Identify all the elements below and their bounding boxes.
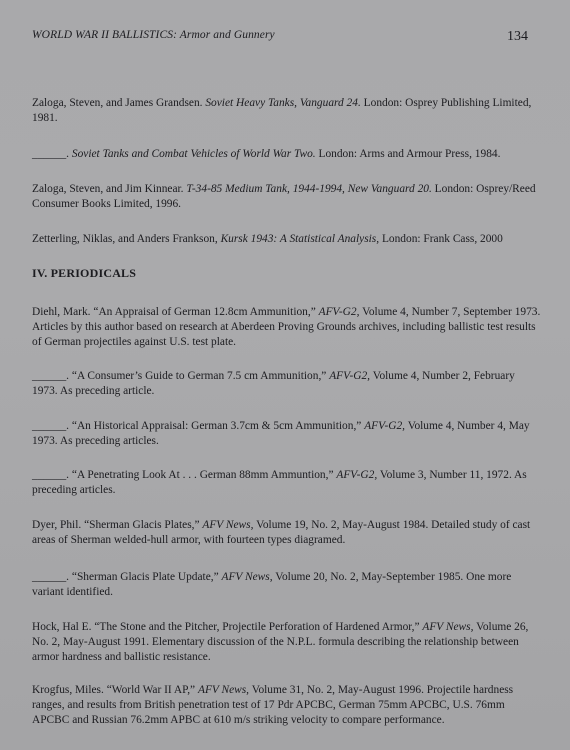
entry-author: ______.	[32, 370, 70, 382]
entry-journal: AFV-G2,	[318, 306, 360, 318]
entry-author: ______.	[32, 420, 70, 432]
entry-details: Volume 4, Number 2, February 1973. As preceding article.	[32, 370, 515, 397]
bibliography-entry	[32, 232, 542, 247]
entry-article: “An Appraisal of German 12.8cm Ammunition,”	[93, 306, 316, 318]
entry-title: Soviet Heavy Tanks, Vanguard 24.	[205, 97, 361, 109]
entry-details: Volume 3, Number 11, 1972. As preceding articles.	[32, 469, 527, 496]
periodical-entry	[32, 570, 542, 600]
entry-article: “A Consumer’s Guide to German 7.5 cm Ammunition,”	[71, 370, 327, 382]
entry-author: Zaloga, Steven, and James Grandsen.	[32, 97, 203, 109]
entry-article: “World War II AP,”	[106, 684, 196, 696]
periodical-entry	[32, 305, 542, 350]
entry-author: Zetterling, Niklas, and Anders Frankson,	[32, 233, 218, 245]
periodical-entry	[32, 620, 542, 665]
entry-details: Volume 4, Number 4, May 1973. As preceding articles.	[32, 420, 530, 447]
entry-title: T-34-85 Medium Tank, 1944-1994, New Vanguard 20.	[186, 183, 432, 195]
entry-author: Dyer, Phil.	[32, 519, 82, 531]
periodical-entry	[32, 518, 542, 548]
periodical-entry	[32, 683, 542, 728]
entry-publication: London: Frank Cass, 2000	[381, 233, 503, 245]
bibliography-entry	[32, 182, 542, 212]
periodical-entry	[32, 369, 542, 399]
entry-author: Zaloga, Steven, and Jim Kinnear.	[32, 183, 184, 195]
running-title: WORLD WAR II BALLISTICS: Armor and Gunnery	[32, 29, 275, 41]
entry-journal: AFV-G2,	[329, 370, 371, 382]
entry-publication: London: Osprey/Reed Consumer Books Limited, 1996.	[32, 183, 536, 210]
entry-author: ______.	[32, 469, 70, 481]
entry-publication: London: Arms and Armour Press, 1984.	[318, 148, 501, 160]
entry-article: “Sherman Glacis Plates,”	[84, 519, 200, 531]
section-heading: IV. PERIODICALS	[32, 266, 137, 280]
entry-author: ______.	[32, 148, 70, 160]
entry-journal: AFV-G2,	[336, 469, 378, 481]
entry-title: Soviet Tanks and Combat Vehicles of World War Two.	[71, 148, 316, 160]
entry-article: “An Historical Appraisal: German 3.7cm & 5cm Ammunition,”	[71, 420, 362, 432]
page-number: 134	[507, 29, 528, 44]
entry-journal: AFV-G2,	[364, 420, 406, 432]
entry-author: Krogfus, Miles.	[32, 684, 104, 696]
entry-details: Volume 26, No. 2, May-August 1991. Elementary discussion of the N.P.L. formula describing the relationship between armor hardness and ballistic resistance.	[32, 621, 529, 663]
entry-journal: AFV News,	[202, 519, 254, 531]
entry-details: Volume 4, Number 7, September 1973. Articles by this author based on research at Aberdeen Proving Grounds archives, including ballistic test results of German projectiles against U.S. test plate.	[32, 306, 541, 348]
periodical-entry	[32, 468, 542, 498]
entry-article: “Sherman Glacis Plate Update,”	[71, 571, 219, 583]
entry-publication: London: Osprey Publishing Limited, 1981.	[32, 97, 532, 124]
periodical-entry	[32, 419, 542, 449]
entry-journal: AFV News,	[197, 684, 250, 696]
entry-author: Diehl, Mark.	[32, 306, 91, 318]
entry-journal: AFV News,	[422, 621, 474, 633]
entry-article: “The Stone and the Pitcher, Projectile Perforation of Hardened Armor,”	[94, 621, 420, 633]
entry-details: Volume 19, No. 2, May-August 1984. Detailed study of cast areas of Sherman welded-hull armor, with fourteen types diagramed.	[32, 519, 531, 546]
entry-author: Hock, Hal E.	[32, 621, 92, 633]
bibliography-entry	[32, 96, 542, 126]
entry-journal: AFV News,	[221, 571, 273, 583]
entry-details: Volume 20, No. 2, May-September 1985. One more variant identified.	[32, 571, 512, 598]
entry-title: Kursk 1943: A Statistical Analysis,	[220, 233, 380, 245]
bibliography-entry	[32, 147, 542, 162]
entry-article: “A Penetrating Look At . . . German 88mm Ammuntion,”	[71, 469, 334, 481]
entry-details: Volume 31, No. 2, May-August 1996. Projectile hardness ranges, and results from British penetration test of 17 Pdr APCBC, German 75mm APCBC, U.S. 76mm APCBC and Russian 76.2mm APBC at 610 m/s striking velocity to compare performance.	[32, 684, 514, 726]
entry-author: ______.	[32, 571, 70, 583]
